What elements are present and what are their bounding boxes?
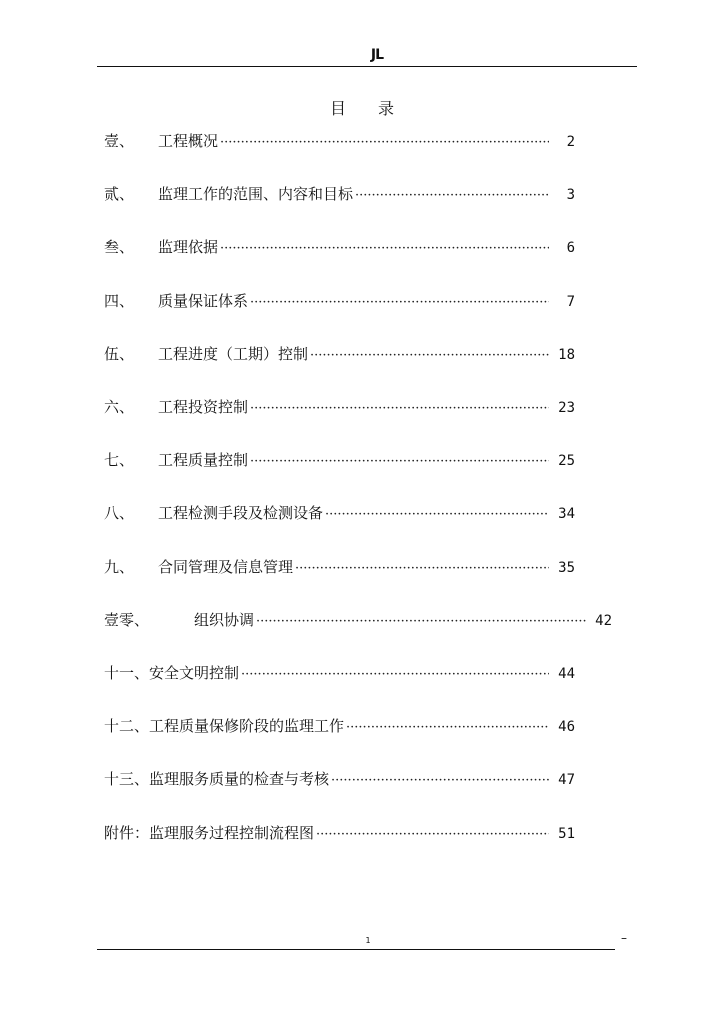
toc-entry-title: 合同管理及信息管理 xyxy=(158,557,294,576)
toc-entry xyxy=(104,450,575,472)
toc-entry-page: 25 xyxy=(558,453,575,470)
toc-entry-number: 八、 xyxy=(104,504,135,523)
toc-entry-number: 四、 xyxy=(104,291,135,310)
toc-entry-page: 46 xyxy=(558,719,575,736)
header-mark: JL xyxy=(370,47,384,63)
toc-entry-title: 组织协调 xyxy=(194,610,255,629)
toc-entry-page: 6 xyxy=(566,240,575,257)
toc-entry-title: 安全文明控制 xyxy=(149,664,240,682)
toc-dot-leader xyxy=(295,559,549,579)
toc-entry-page: 7 xyxy=(566,293,575,310)
toc-entry xyxy=(104,823,575,845)
toc-dot-leader xyxy=(310,346,549,366)
toc-dot-leader xyxy=(256,612,586,632)
toc-entry xyxy=(104,716,575,738)
toc-entry-page: 44 xyxy=(558,666,575,682)
toc-entry-page: 51 xyxy=(558,825,575,842)
toc-entry xyxy=(104,237,575,259)
toc-dot-leader xyxy=(241,665,549,685)
toc-entry-number: 叁、 xyxy=(104,238,135,257)
toc-entry-page: 34 xyxy=(558,506,575,523)
toc-entry-page: 47 xyxy=(558,772,575,789)
toc-entry-title: 监理依据 xyxy=(158,238,219,257)
toc-entry xyxy=(104,291,575,313)
toc-entry-page: 3 xyxy=(566,187,575,204)
toc-entry-title: 工程质量保修阶段的监理工作 xyxy=(149,717,345,736)
toc-entry-page: 35 xyxy=(558,559,575,576)
toc-dot-leader xyxy=(316,825,549,845)
toc-dot-leader xyxy=(250,452,549,472)
toc-entry-number: 十二、 xyxy=(104,717,150,736)
toc-entry-page: 23 xyxy=(558,400,575,416)
toc-entry xyxy=(104,131,575,153)
toc-entry-page: 18 xyxy=(558,346,575,363)
toc-entry-number: 十三、 xyxy=(104,770,150,789)
toc-entry xyxy=(104,397,575,419)
toc-dot-leader xyxy=(220,239,549,259)
toc-dot-leader xyxy=(250,293,549,313)
footer-dash: – xyxy=(621,931,627,945)
toc-dot-leader xyxy=(220,133,549,153)
toc-entry xyxy=(104,663,575,685)
toc-entry xyxy=(104,344,575,366)
toc-entry-title: 监理工作的范围、内容和目标 xyxy=(158,185,354,204)
toc-entry-title: 质量保证体系 xyxy=(158,291,249,310)
toc-entry-title: 监理服务质量的检查与考核 xyxy=(149,770,330,789)
toc-entry-title: 工程概况 xyxy=(158,132,219,150)
footer-page-number: 1 xyxy=(365,936,371,945)
toc-entry xyxy=(104,184,575,206)
toc-entry xyxy=(104,503,575,525)
toc-entry-number: 六、 xyxy=(104,398,135,416)
toc-title: 目录 xyxy=(329,99,426,118)
toc-entry xyxy=(104,769,575,791)
toc-entry-number: 伍、 xyxy=(104,344,135,363)
toc-entry-number: 壹、 xyxy=(104,132,135,150)
toc-entry xyxy=(104,557,575,579)
toc-entry xyxy=(104,610,612,632)
toc-entry-number: 壹零、 xyxy=(104,610,150,629)
toc-entry-title: 工程投资控制 xyxy=(158,398,249,416)
toc-dot-leader xyxy=(331,771,549,791)
toc-entry-title: 工程质量控制 xyxy=(158,451,249,470)
toc-entry-number: 十一、 xyxy=(104,664,150,682)
toc-entry-title: 工程进度（工期）控制 xyxy=(158,344,309,363)
toc-entry-title: 监理服务过程控制流程图 xyxy=(149,823,315,842)
toc-entry-page: 42 xyxy=(595,612,612,629)
toc-dot-leader xyxy=(346,718,549,738)
toc-entry-number: 贰、 xyxy=(104,185,135,204)
toc-entry-title: 工程检测手段及检测设备 xyxy=(158,504,324,523)
toc-entry-number: 九、 xyxy=(104,557,135,576)
toc-dot-leader xyxy=(325,505,549,525)
toc-dot-leader xyxy=(250,399,549,419)
toc-dot-leader xyxy=(355,186,549,206)
toc-entry-number: 附件： xyxy=(104,823,150,842)
toc-entry-number: 七、 xyxy=(104,451,135,470)
toc-entry-page: 2 xyxy=(566,134,575,150)
footer-rule xyxy=(97,949,615,950)
